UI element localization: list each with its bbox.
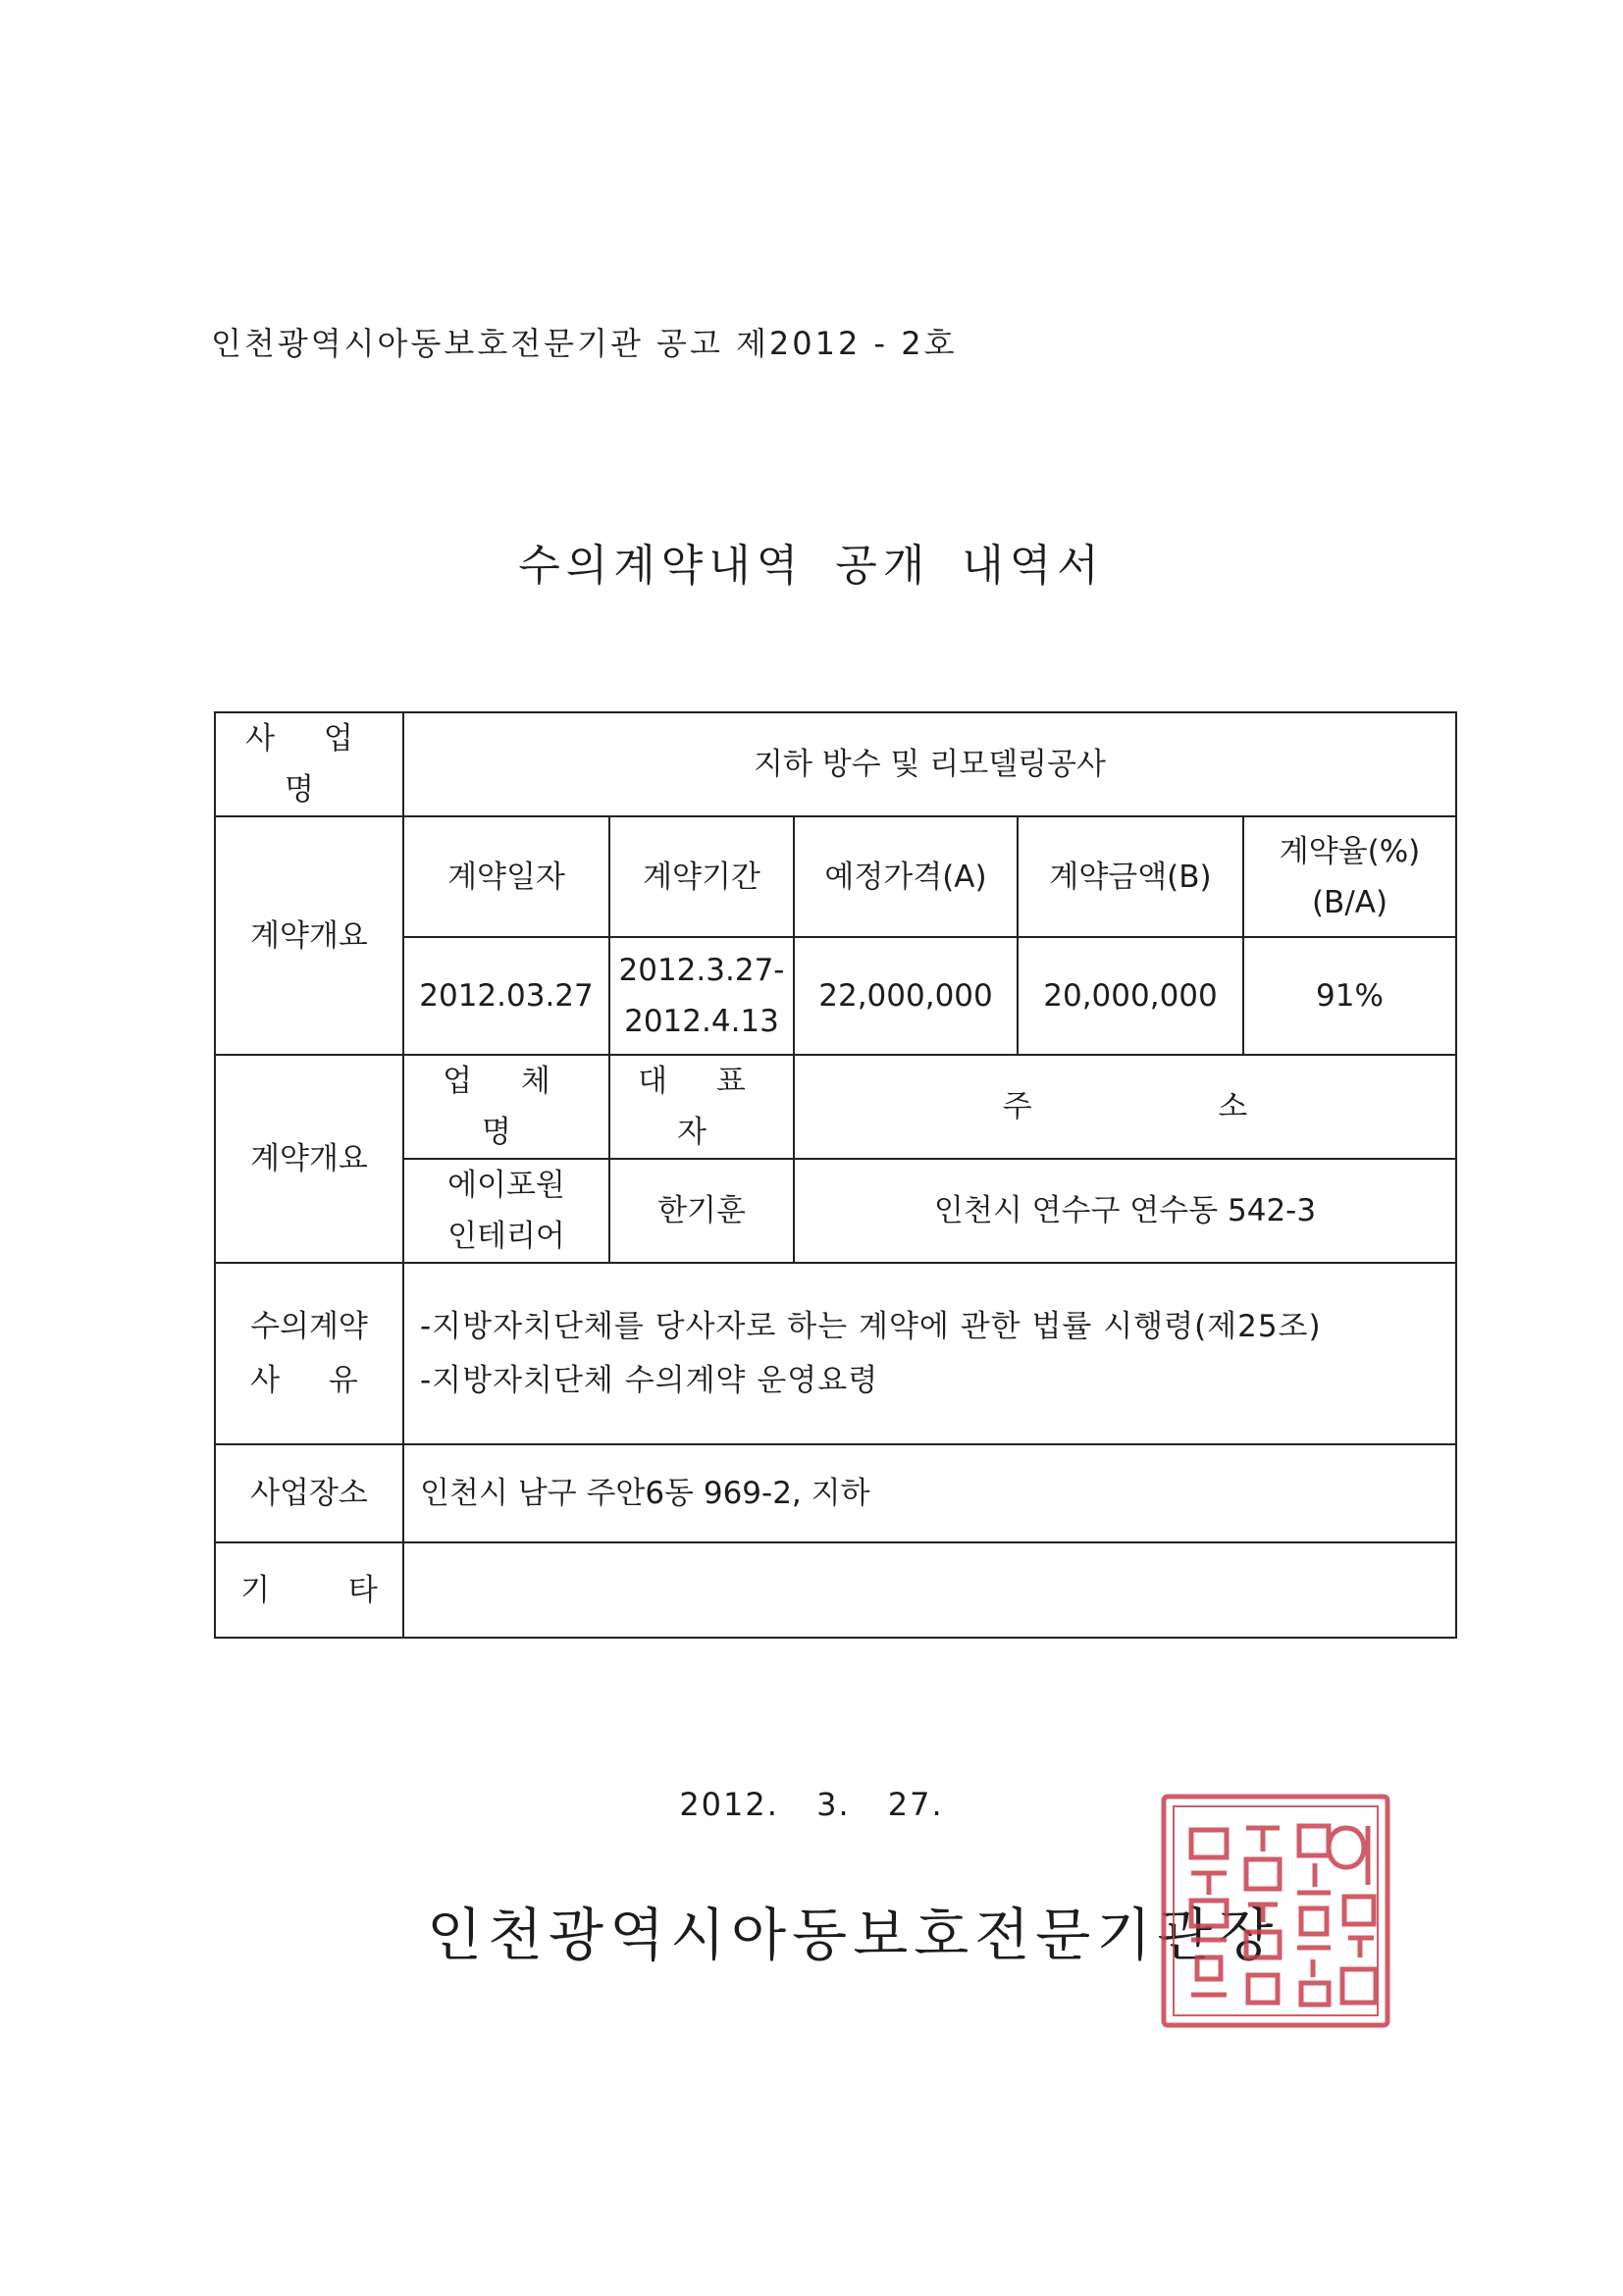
contractor-header-row [215, 1055, 1456, 1159]
contract-rate-header-line1: 계약율(%) [1279, 833, 1421, 869]
contract-disclosure-table [214, 711, 1457, 1639]
other-value [403, 1542, 1456, 1638]
site-row [215, 1444, 1456, 1542]
other-row [215, 1542, 1456, 1638]
notice-number: 인천광역시아동보호전문기관 공고 제2012 - 2호 [211, 325, 958, 362]
site-label: 사업장소 [215, 1444, 403, 1542]
contract-amount-value: 20,000,000 [1018, 937, 1243, 1055]
contract-header-row [215, 816, 1456, 937]
official-seal-stamp [1158, 1791, 1393, 2031]
estimated-price-header: 예정가격(A) [794, 816, 1018, 937]
project-name-value: 지하 방수 및 리모델링공사 [403, 712, 1456, 816]
reason-row [215, 1263, 1456, 1444]
estimated-price-value: 22,000,000 [794, 937, 1018, 1055]
contract-period-value [609, 937, 794, 1055]
reason-content [403, 1263, 1456, 1444]
contractor-overview-label: 계약개요 [215, 1055, 403, 1263]
company-name-line2: 인테리어 [447, 1219, 565, 1254]
issuer-name: 인천광역시아동보호전문기관장 [427, 1902, 1280, 1968]
contract-overview-label: 계약개요 [215, 816, 403, 1055]
address-value: 인천시 연수구 연수동 542-3 [794, 1159, 1456, 1263]
document-title: 수의계약내역 공개 내역서 [518, 541, 1105, 591]
other-label: 기 타 [215, 1542, 403, 1638]
address-header: 주 소 [794, 1055, 1456, 1159]
reason-label [215, 1263, 403, 1444]
contract-date-value: 2012.03.27 [403, 937, 609, 1055]
company-name-line1: 에이포원 [447, 1168, 565, 1203]
reason-line-1: -지방자치단체를 당사자로 하는 계약에 관한 법률 시행령(제25조) [420, 1308, 1322, 1344]
contract-period-end: 2012.4.13 [624, 1004, 779, 1039]
contract-period-header: 계약기간 [609, 816, 794, 937]
site-value: 인천시 남구 주안6동 969-2, 지하 [403, 1444, 1456, 1542]
representative-value: 한기훈 [609, 1159, 794, 1263]
contract-rate-header-line2: (B/A) [1311, 884, 1388, 920]
contract-rate-header [1243, 816, 1456, 937]
contract-rate-value: 91% [1243, 937, 1456, 1055]
contract-period-start: 2012.3.27- [618, 953, 785, 988]
reason-label-line1: 수의계약 [250, 1308, 368, 1344]
company-name-header: 업 체 명 [403, 1055, 609, 1159]
project-name-label: 사 업 명 [215, 712, 403, 816]
reason-label-line2: 사 유 [250, 1362, 358, 1398]
company-name-value [403, 1159, 609, 1263]
reason-line-2: -지방자치단체 수의계약 운영요령 [420, 1362, 879, 1398]
contract-date-header: 계약일자 [403, 816, 609, 937]
contract-amount-header: 계약금액(B) [1018, 816, 1243, 937]
project-name-row [215, 712, 1456, 816]
issue-date: 2012. 3. 27. [679, 1786, 944, 1823]
representative-header: 대 표 자 [609, 1055, 794, 1159]
